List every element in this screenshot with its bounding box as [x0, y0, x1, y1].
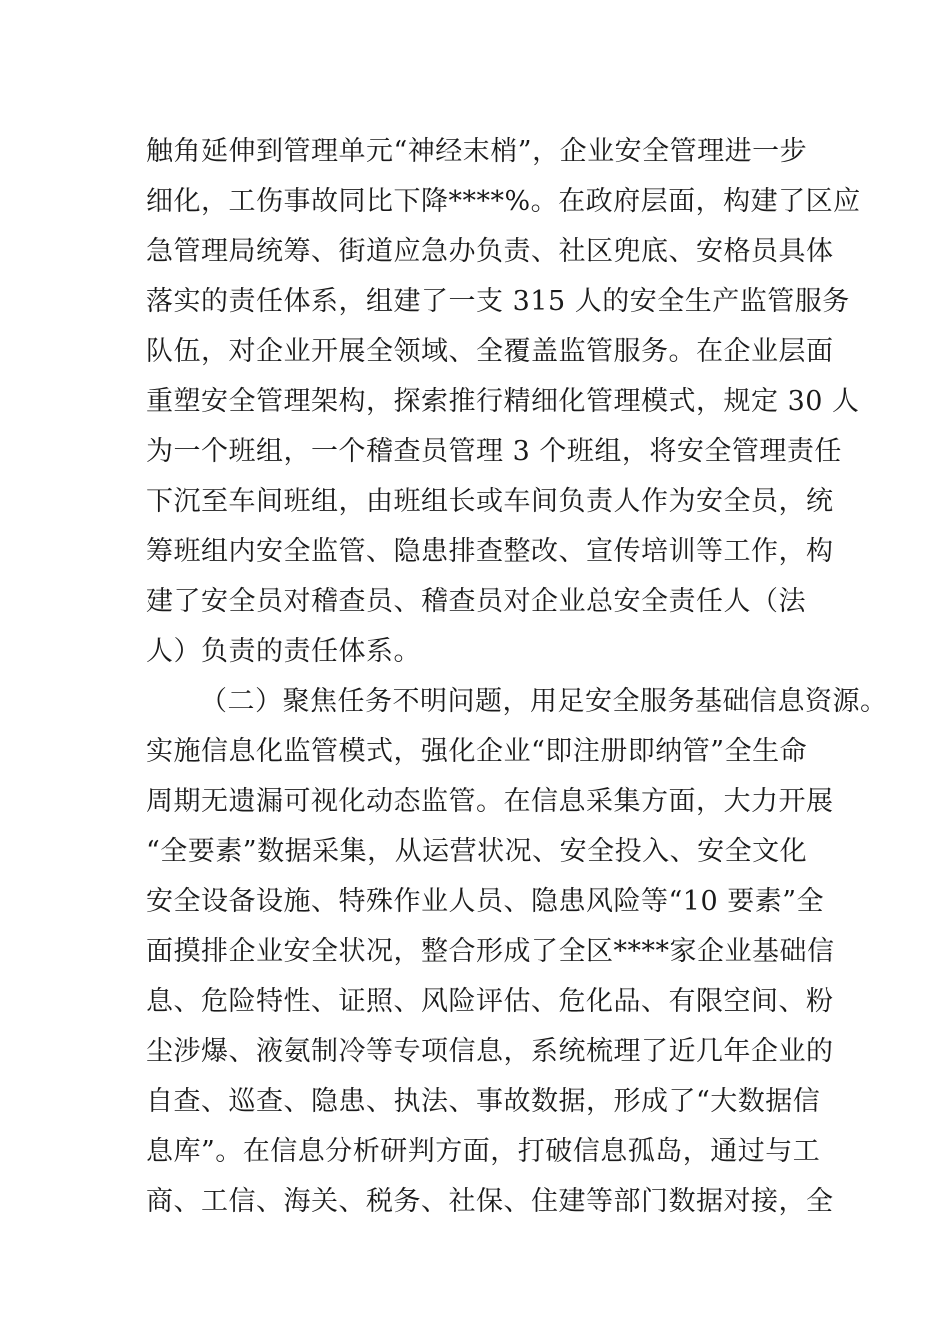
text-line-16: 安全设备设施、特殊作业人员、隐患风险等“10 要素”全	[146, 886, 825, 917]
text-line-18: 息、危险特性、证照、风险评估、危化品、有限空间、粉	[146, 986, 834, 1017]
text-line-11: 人）负责的责任体系。	[146, 636, 421, 667]
text-line-17: 面摸排企业安全状况，整合形成了全区****家企业基础信	[146, 936, 835, 967]
text-line-20: 自查、巡查、隐患、执法、事故数据，形成了“大数据信	[146, 1086, 821, 1117]
text-line-15: “全要素”数据采集，从运营状况、安全投入、安全文化	[146, 836, 808, 867]
text-line-3: 急管理局统筹、街道应急办负责、社区兜底、安格员具体	[146, 236, 834, 267]
text-line-8: 下沉至车间班组，由班组长或车间负责人作为安全员，统	[146, 486, 834, 517]
text-line-22: 商、工信、海关、税务、社保、住建等部门数据对接，全	[146, 1186, 834, 1217]
body-text	[146, 127, 888, 1227]
section-heading: （二）聚焦任务不明问题，用足安全服务基础信息资源。	[200, 686, 888, 717]
text-line-6: 重塑安全管理架构，探索推行精细化管理模式，规定 30 人	[146, 386, 860, 417]
text-line-2: 细化，工伤事故同比下降****%。在政府层面，构建了区应	[146, 186, 861, 217]
text-line-10: 建了安全员对稽查员、稽查员对企业总安全责任人（法	[146, 586, 806, 617]
text-line-7: 为一个班组，一个稽查员管理 3 个班组，将安全管理责任	[146, 436, 842, 467]
text-line-13: 实施信息化监管模式，强化企业“即注册即纳管”全生命	[146, 736, 808, 767]
text-line-21: 息库”。在信息分析研判方面，打破信息孤岛，通过与工	[146, 1136, 821, 1167]
text-line-1: 触角延伸到管理单元“神经末梢”，企业安全管理进一步	[146, 136, 808, 167]
text-line-5: 队伍，对企业开展全领域、全覆盖监管服务。在企业层面	[146, 336, 834, 367]
text-line-19: 尘涉爆、液氨制冷等专项信息，系统梳理了近几年企业的	[146, 1036, 834, 1067]
text-line-14: 周期无遗漏可视化动态监管。在信息采集方面，大力开展	[146, 786, 834, 817]
text-line-4: 落实的责任体系，组建了一支 315 人的安全生产监管服务	[146, 286, 850, 317]
text-line-9: 筹班组内安全监管、隐患排查整改、宣传培训等工作，构	[146, 536, 834, 567]
